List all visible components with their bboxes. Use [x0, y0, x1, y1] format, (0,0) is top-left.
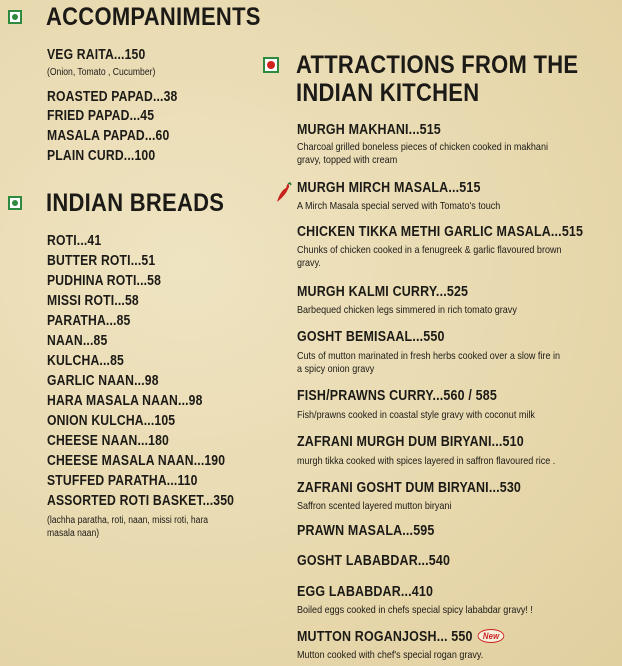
dish-name: CHICKEN TIKKA METHI GARLIC MASALA...515 — [297, 224, 584, 240]
dish-name: GOSHT LABABDAR...540 — [297, 553, 451, 569]
dish-desc: a spicy onion gravy — [297, 363, 375, 375]
attractions-heading-line2: INDIAN KITCHEN — [296, 79, 480, 107]
non-veg-indicator-icon — [263, 57, 279, 73]
veg-indicator-icon — [8, 10, 22, 24]
bread-item: GARLIC NAAN...98 — [47, 373, 159, 389]
dish-desc: Cuts of mutton marinated in fresh herbs cooked over a slow fire in — [297, 350, 560, 362]
dish-desc: Chunks of chicken cooked in a fenugreek & garlic flavoured brown — [297, 244, 562, 256]
bread-item: CHEESE MASALA NAAN...190 — [47, 453, 226, 469]
dish-desc: gravy. — [297, 257, 321, 269]
dish-desc: A Mirch Masala special served with Tomato's touch — [297, 200, 501, 212]
bread-item: NAAN...85 — [47, 333, 108, 349]
dish-name: EGG LABABDAR...410 — [297, 584, 434, 600]
bread-item: PUDHINA ROTI...58 — [47, 273, 162, 289]
bread-item: ROTI...41 — [47, 233, 102, 249]
dish-name: MURGH MIRCH MASALA...515 — [297, 180, 481, 196]
attractions-heading-line1: ATTRACTIONS FROM THE — [296, 51, 579, 79]
bread-item-desc: (lachha paratha, roti, naan, missi roti, hara — [47, 515, 209, 526]
bread-item: PARATHA...85 — [47, 313, 131, 329]
bread-item: CHEESE NAAN...180 — [47, 433, 169, 449]
bread-item: BUTTER ROTI...51 — [47, 253, 156, 269]
dish-name: MURGH KALMI CURRY...525 — [297, 284, 469, 300]
menu-item: ROASTED PAPAD...38 — [47, 89, 178, 105]
dish-name: MURGH MAKHANI...515 — [297, 122, 441, 138]
bread-item: MISSI ROTI...58 — [47, 293, 139, 309]
dish-desc: Charcoal grilled boneless pieces of chicken cooked in makhani — [297, 141, 548, 153]
menu-item: PLAIN CURD...100 — [47, 148, 156, 164]
bread-item-desc: masala naan) — [47, 528, 100, 539]
indian-breads-heading: INDIAN BREADS — [46, 189, 225, 217]
bread-item: KULCHA...85 — [47, 353, 124, 369]
menu-item: VEG RAITA...150 — [47, 47, 146, 63]
dish-desc: Boiled eggs cooked in chefs special spicy lababdar gravy! ! — [297, 604, 533, 616]
dish-name-with-badge — [297, 629, 504, 645]
menu-item: FRIED PAPAD...45 — [47, 108, 155, 124]
veg-indicator-icon — [8, 196, 22, 210]
bread-item: ASSORTED ROTI BASKET...350 — [47, 493, 235, 509]
dish-desc: Barbequed chicken legs simmered in rich tomato gravy — [297, 304, 517, 316]
menu-item-desc: (Onion, Tomato , Cucumber) — [47, 67, 156, 78]
dish-name: FISH/PRAWNS CURRY...560 / 585 — [297, 388, 497, 404]
bread-item: HARA MASALA NAAN...98 — [47, 393, 203, 409]
dish-desc: Fish/prawns cooked in coastal style gravy with coconut milk — [297, 409, 535, 421]
menu-item: MASALA PAPAD...60 — [47, 128, 170, 144]
new-badge: New — [478, 629, 505, 643]
dish-desc: Saffron scented layered mutton biryani — [297, 500, 452, 512]
dish-name: GOSHT BEMISAAL...550 — [297, 329, 445, 345]
dish-name: ZAFRANI GOSHT DUM BIRYANI...530 — [297, 480, 522, 496]
accompaniments-heading: ACCOMPANIMENTS — [46, 3, 261, 31]
dish-name: ZAFRANI MURGH DUM BIRYANI...510 — [297, 434, 524, 450]
bread-item: ONION KULCHA...105 — [47, 413, 176, 429]
dish-desc: Mutton cooked with chef's special rogan gravy. — [297, 649, 484, 661]
bread-item: STUFFED PARATHA...110 — [47, 473, 198, 489]
dish-name: MUTTON ROGANJOSH... 550 — [297, 629, 473, 645]
chili-spicy-icon — [274, 182, 294, 204]
dish-desc: murgh tikka cooked with spices layered in saffron flavoured rice . — [297, 455, 556, 467]
dish-name: PRAWN MASALA...595 — [297, 523, 435, 539]
dish-desc: gravy, topped with cream — [297, 154, 398, 166]
